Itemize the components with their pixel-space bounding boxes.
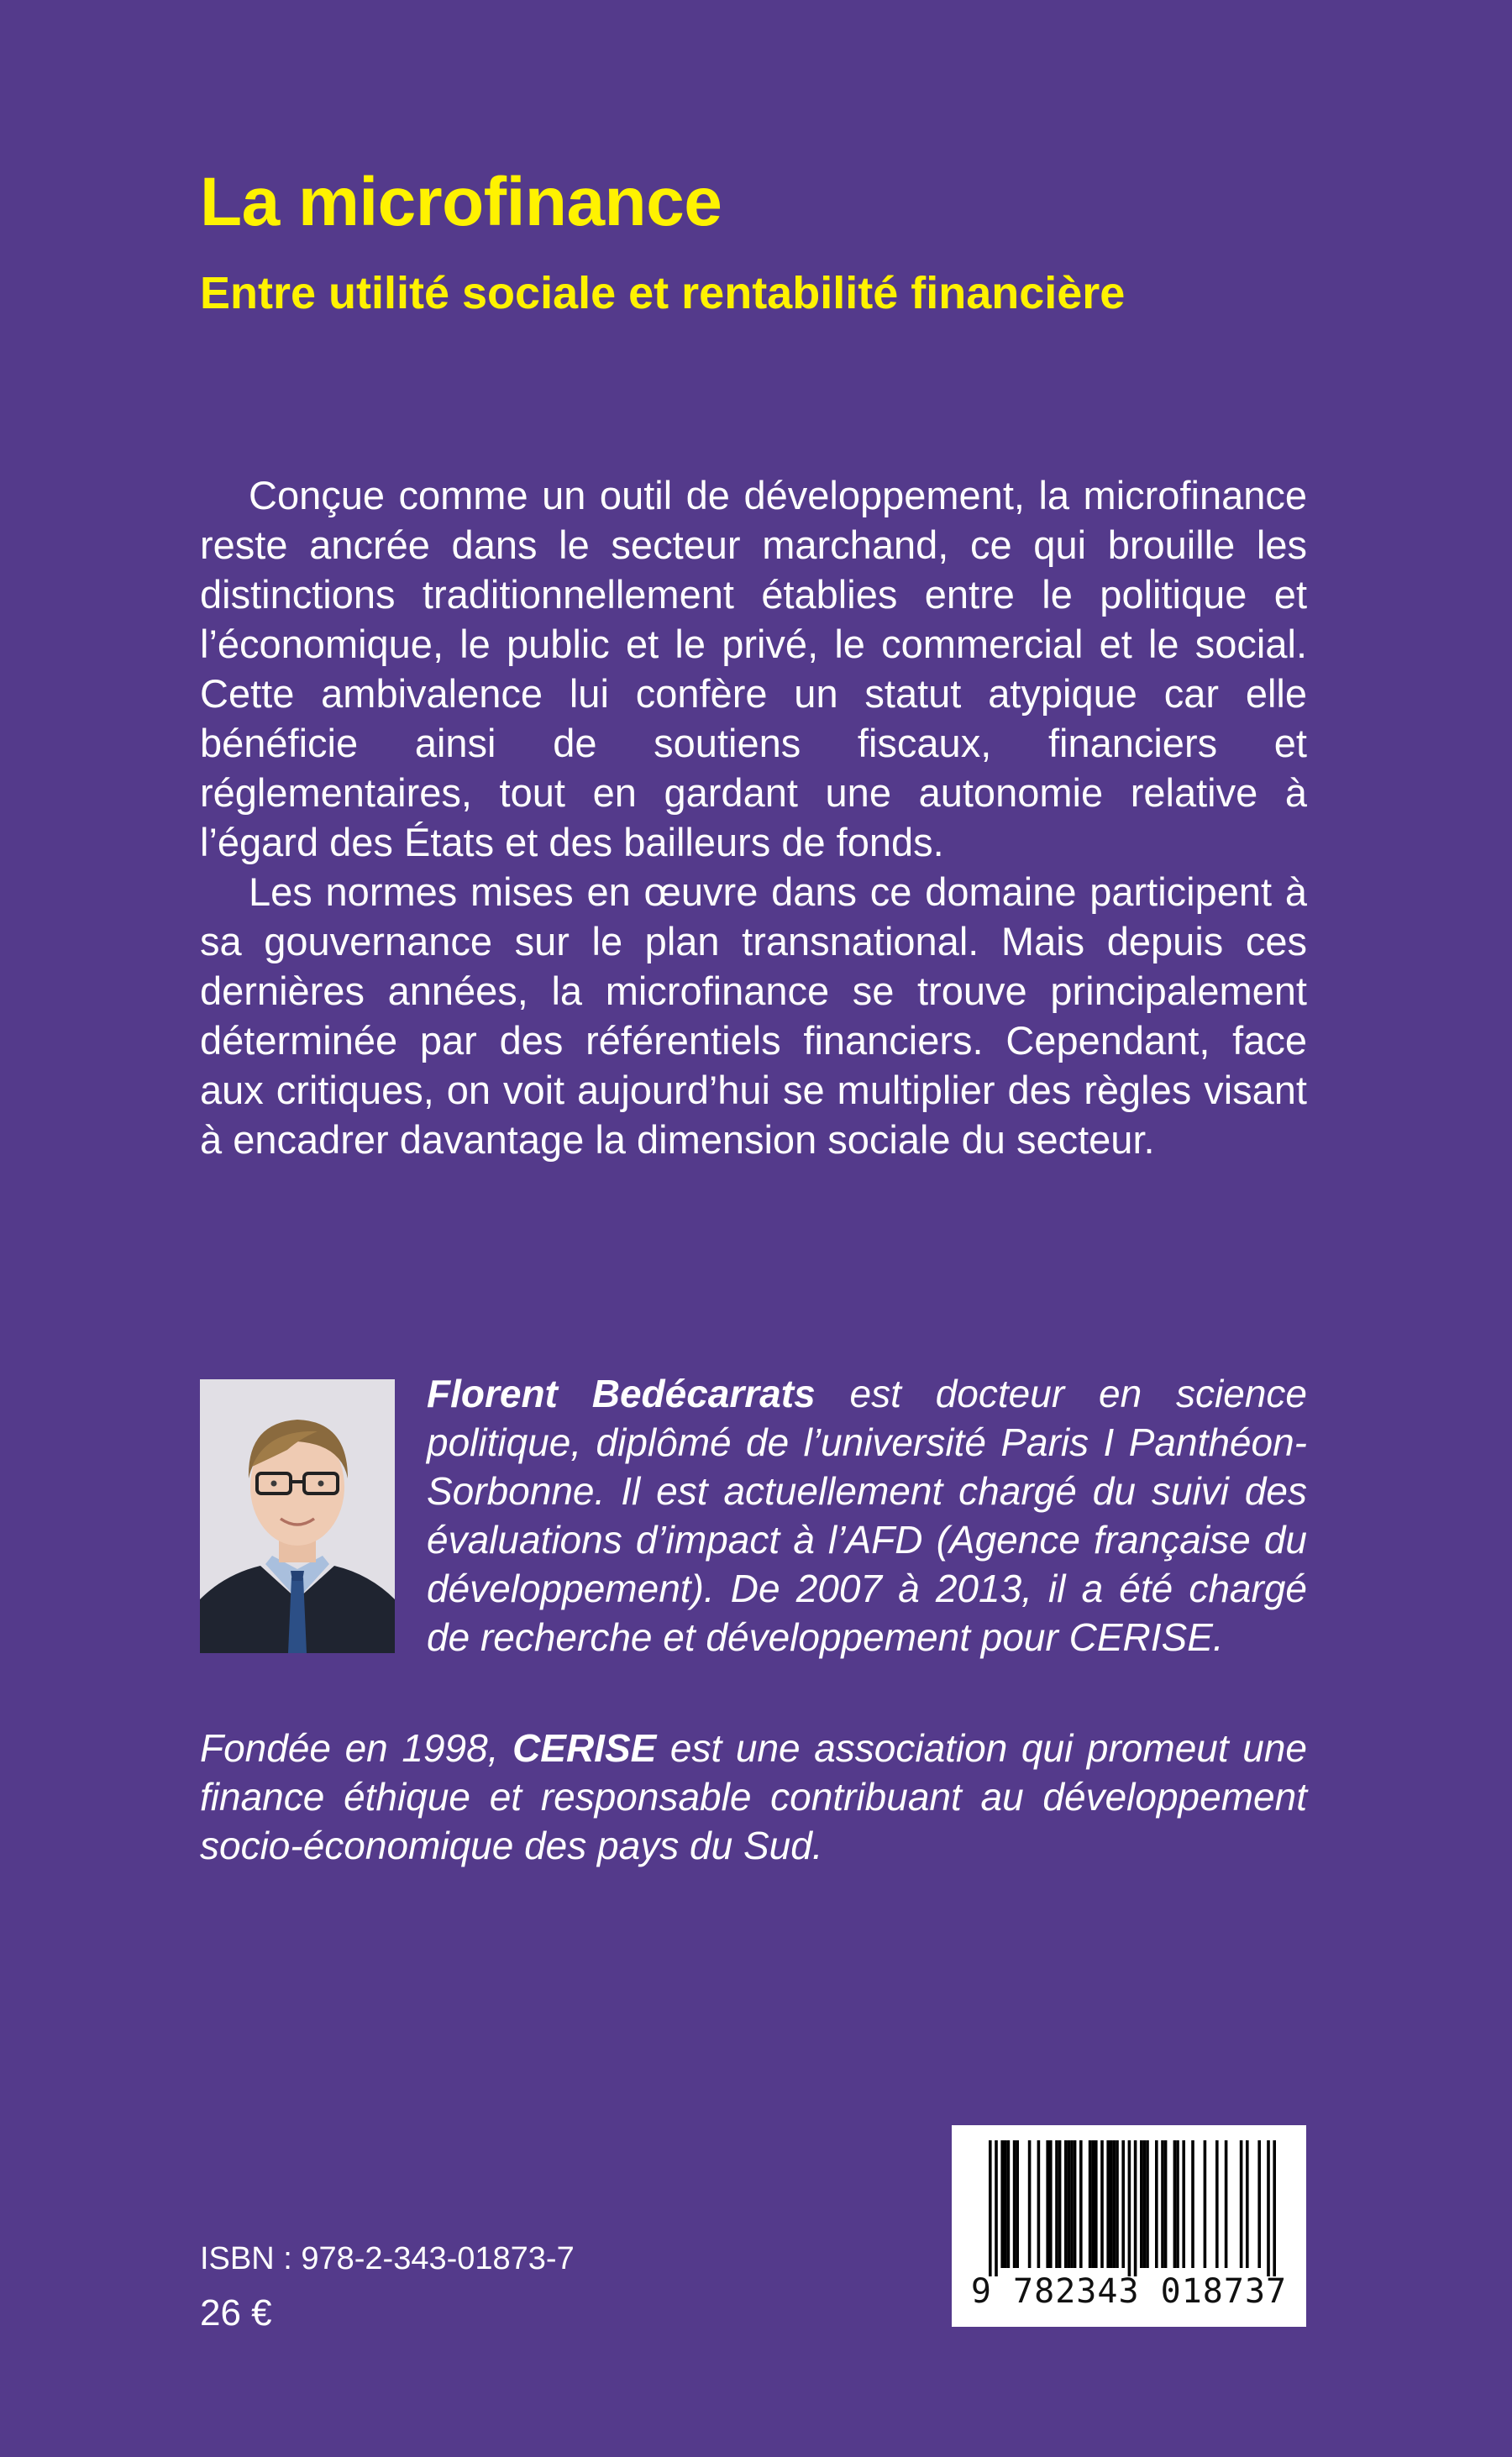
barcode-bar <box>1055 2140 1058 2268</box>
organization-description-text: est une association qui promeut une finance éthique et responsable contribuant au développement socio-économique des pays du Sud. <box>200 1726 1307 1867</box>
isbn: ISBN : 978-2-343-01873-7 <box>200 2241 575 2276</box>
barcode-bar <box>1140 2140 1143 2268</box>
organization-name: CERISE <box>512 1726 657 1770</box>
barcode-bar <box>1016 2140 1019 2268</box>
barcode-bar <box>1116 2140 1119 2268</box>
summary-paragraph-2: Les normes mises en œuvre dans ce domaine participent à sa gouvernance sur le plan transnational. Mais depuis ces dernières années, la microfinance se trouve principalement déterminée par des référentiels financiers. Cependant, face aux critiques, on voit aujourd’hui se multiplier des règles visant à encadrer davantage la dimension sociale du secteur. <box>200 869 1307 1162</box>
barcode-bar <box>1143 2140 1147 2268</box>
barcode-bar <box>1064 2140 1068 2268</box>
barcode-bar <box>1225 2140 1228 2268</box>
barcode-bar <box>995 2140 998 2276</box>
barcode-bar <box>1273 2140 1276 2276</box>
barcode-bar <box>1161 2140 1164 2268</box>
summary-paragraph-1: Conçue comme un outil de développement, la microfinance reste ancrée dans le secteur marchand, ce qui brouille les distinctions traditionnellement établies entre le politique et l’économique, le public et le privé, le commercial et le social. Cette ambivalence lui confère un statut atypique car elle bénéficie ainsi de soutiens fiscaux, financiers et réglementaires, tout en gardant une autonomie relative à l’égard des États et des bailleurs de fonds. <box>200 473 1307 864</box>
barcode-bar <box>1037 2140 1041 2268</box>
book-summary <box>200 470 1307 1164</box>
barcode-bar <box>1000 2140 1004 2268</box>
barcode-bar <box>1146 2140 1149 2268</box>
barcode-bar <box>1004 2140 1007 2268</box>
barcode-bar <box>1100 2140 1104 2268</box>
barcode-bar <box>1028 2140 1032 2268</box>
barcode-bar <box>1191 2140 1194 2268</box>
barcode-bar <box>1257 2140 1261 2268</box>
barcode-bar <box>1173 2140 1177 2268</box>
barcode-bar <box>1204 2140 1207 2268</box>
barcode-bar <box>1046 2140 1049 2268</box>
barcode <box>952 2125 1306 2327</box>
barcode-bars <box>952 2125 1306 2276</box>
organization-description <box>200 1724 1307 1870</box>
barcode-bar <box>989 2140 992 2276</box>
barcode-bar <box>1240 2140 1243 2268</box>
author-bio-text: est docteur en science politique, diplômé de l’université Paris I Panthéon-Sorbonne. Il est actuellement chargé du suivi des évaluations d’impact à l’AFD (Agence française du développement). De 2007 à 2013, il a été chargé de recherche et développement pour CERISE. <box>427 1372 1307 1659</box>
barcode-digits: 9 782343 018737 <box>970 2272 1288 2311</box>
barcode-bar <box>1134 2140 1137 2276</box>
barcode-bar <box>1106 2140 1110 2268</box>
barcode-bar <box>1079 2140 1083 2268</box>
barcode-bar <box>1007 2140 1011 2268</box>
barcode-bar <box>1110 2140 1113 2268</box>
barcode-bar <box>1164 2140 1168 2268</box>
barcode-bar <box>1013 2140 1016 2268</box>
barcode-bar <box>1121 2140 1125 2268</box>
price: 26 € <box>200 2292 272 2334</box>
barcode-bar <box>1095 2140 1098 2268</box>
barcode-bar <box>1074 2140 1077 2268</box>
barcode-bar <box>1070 2140 1074 2268</box>
barcode-bar <box>1058 2140 1062 2268</box>
author-bio <box>427 1369 1307 1662</box>
barcode-bar <box>1215 2140 1219 2268</box>
barcode-bar <box>1049 2140 1053 2268</box>
barcode-bar <box>1068 2140 1071 2268</box>
barcode-bar <box>1128 2140 1131 2276</box>
barcode-bar <box>1182 2140 1185 2268</box>
barcode-bar <box>1089 2140 1092 2268</box>
barcode-bar <box>1155 2140 1158 2268</box>
organization-prefix: Fondée en 1998, <box>200 1726 513 1770</box>
barcode-bar <box>1267 2140 1270 2276</box>
author-photo <box>200 1379 395 1653</box>
barcode-bar <box>1246 2140 1249 2268</box>
author-name: Florent Bedécarrats <box>427 1372 816 1415</box>
book-subtitle: Entre utilité sociale et rentabilité financière <box>200 268 1126 318</box>
barcode-bar <box>1113 2140 1116 2268</box>
barcode-bar <box>1091 2140 1095 2268</box>
book-title: La microfinance <box>200 164 722 240</box>
barcode-bar <box>1176 2140 1179 2268</box>
